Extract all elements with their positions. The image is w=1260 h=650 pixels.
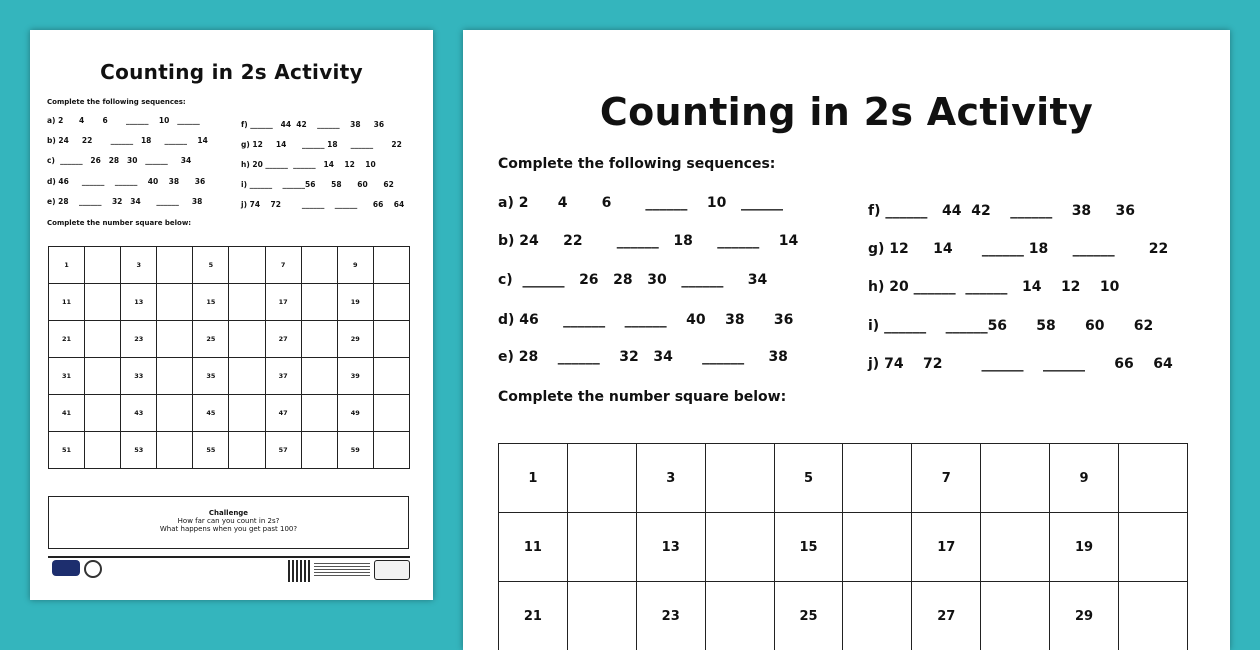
challenge-title: Challenge <box>49 509 408 517</box>
thumbnail-title: Counting in 2s Activity <box>30 60 433 84</box>
number-square-cell: 1 <box>499 444 568 513</box>
number-square-cell <box>301 247 337 284</box>
challenge-box <box>48 496 409 549</box>
number-square-cell <box>301 284 337 321</box>
number-square-cell: 43 <box>121 395 157 432</box>
thumbnail-seq-i: i) ______ ______56 58 60 62 <box>241 180 394 189</box>
number-square-cell: 11 <box>49 284 85 321</box>
number-square-cell: 31 <box>49 358 85 395</box>
number-square-row <box>499 444 1188 513</box>
number-square-cell: 23 <box>636 582 705 650</box>
thumbnail-seq-f: f) ______ 44 42 ______ 38 36 <box>241 120 384 129</box>
sequences-heading: Complete the following sequences: <box>498 156 775 172</box>
number-square-cell: 55 <box>193 432 229 469</box>
number-square-cell <box>157 358 193 395</box>
number-square-cell: 5 <box>774 444 843 513</box>
number-square-cell: 7 <box>912 444 981 513</box>
number-square-cell: 17 <box>912 513 981 582</box>
number-square-cell: 37 <box>265 358 301 395</box>
number-square-cell: 45 <box>193 395 229 432</box>
seq-a: a) 2 4 6 ______ 10 ______ <box>498 195 783 211</box>
number-square-cell: 9 <box>337 247 373 284</box>
number-square-cell: 51 <box>49 432 85 469</box>
number-square-cell: 33 <box>121 358 157 395</box>
number-square-cell <box>229 284 265 321</box>
number-square-cell <box>373 432 409 469</box>
number-square-cell <box>567 582 636 650</box>
qr-code-icon <box>288 560 310 582</box>
thumbnail-seq-b: b) 24 22 ______ 18 ______ 14 <box>47 136 208 145</box>
thumbnail-seq-d: d) 46 ______ ______ 40 38 36 <box>47 177 205 186</box>
thumbnail-grid-heading: Complete the number square below: <box>47 219 191 227</box>
thumbnail-number-square <box>48 246 410 469</box>
number-square <box>498 443 1188 650</box>
number-square-cell <box>981 582 1050 650</box>
number-square-cell: 27 <box>265 321 301 358</box>
seq-i: i) ______ ______56 58 60 62 <box>868 318 1153 334</box>
number-square-row <box>49 284 410 321</box>
thumbnail-sequences-heading: Complete the following sequences: <box>47 98 186 106</box>
number-square-cell: 3 <box>121 247 157 284</box>
seq-b: b) 24 22 ______ 18 ______ 14 <box>498 233 798 249</box>
number-square-cell <box>157 432 193 469</box>
number-square-cell: 3 <box>636 444 705 513</box>
number-square-cell: 47 <box>265 395 301 432</box>
number-square-cell <box>373 247 409 284</box>
number-square-cell <box>843 582 912 650</box>
number-square-cell <box>705 444 774 513</box>
number-square-cell <box>1119 582 1188 650</box>
seq-h: h) 20 ______ ______ 14 12 10 <box>868 279 1119 295</box>
number-square-cell <box>981 444 1050 513</box>
number-square-cell <box>373 284 409 321</box>
number-square-cell: 11 <box>499 513 568 582</box>
challenge-line-2: What happens when you get past 100? <box>49 525 408 533</box>
number-square-cell <box>85 321 121 358</box>
number-square-cell <box>301 395 337 432</box>
grid-heading: Complete the number square below: <box>498 389 786 405</box>
number-square-cell <box>85 395 121 432</box>
number-square-cell <box>373 321 409 358</box>
number-square-cell <box>85 358 121 395</box>
number-square-cell <box>157 395 193 432</box>
number-square-cell <box>301 358 337 395</box>
number-square-row <box>49 432 410 469</box>
number-square-cell: 35 <box>193 358 229 395</box>
number-square-cell <box>85 432 121 469</box>
number-square-cell: 1 <box>49 247 85 284</box>
worksheet-thumbnail <box>30 30 433 600</box>
seq-f: f) ______ 44 42 ______ 38 36 <box>868 203 1135 219</box>
seq-j: j) 74 72 ______ ______ 66 64 <box>868 356 1173 372</box>
number-square-cell: 49 <box>337 395 373 432</box>
number-square-cell <box>705 513 774 582</box>
footer-divider <box>48 556 410 558</box>
number-square-cell: 21 <box>499 582 568 650</box>
number-square-cell: 29 <box>1050 582 1119 650</box>
number-square-cell <box>567 444 636 513</box>
number-square-cell: 9 <box>1050 444 1119 513</box>
publisher-logo-icon <box>52 560 80 576</box>
number-square-cell: 25 <box>193 321 229 358</box>
number-square-cell: 27 <box>912 582 981 650</box>
number-square-cell: 19 <box>1050 513 1119 582</box>
seq-e: e) 28 ______ 32 34 ______ 38 <box>498 349 788 365</box>
number-square-row <box>49 247 410 284</box>
number-square-cell <box>229 247 265 284</box>
number-square-cell <box>1119 513 1188 582</box>
thumbnail-seq-e: e) 28 ______ 32 34 ______ 38 <box>47 197 202 206</box>
number-square-cell: 17 <box>265 284 301 321</box>
maths-logo-icon <box>374 560 410 580</box>
thumbnail-seq-h: h) 20 ______ ______ 14 12 10 <box>241 160 376 169</box>
number-square-cell <box>229 395 265 432</box>
number-square-row <box>49 321 410 358</box>
number-square-cell <box>301 432 337 469</box>
worksheet-zoomed <box>463 30 1230 650</box>
number-square-cell: 13 <box>636 513 705 582</box>
number-square-cell <box>157 284 193 321</box>
thumbnail-seq-c: c) ______ 26 28 30 ______ 34 <box>47 156 191 165</box>
number-square-cell <box>229 321 265 358</box>
number-square-row <box>49 395 410 432</box>
badge-logo-icon <box>84 560 102 578</box>
number-square-row <box>499 513 1188 582</box>
footer-fine-print <box>314 562 370 576</box>
number-square-cell: 41 <box>49 395 85 432</box>
number-square-cell <box>301 321 337 358</box>
number-square-cell: 29 <box>337 321 373 358</box>
seq-g: g) 12 14 ______ 18 ______ 22 <box>868 241 1168 257</box>
number-square-cell: 7 <box>265 247 301 284</box>
number-square-cell <box>1119 444 1188 513</box>
number-square-cell <box>229 432 265 469</box>
number-square-cell <box>981 513 1050 582</box>
number-square-cell <box>373 358 409 395</box>
number-square-cell: 23 <box>121 321 157 358</box>
number-square-cell: 15 <box>193 284 229 321</box>
number-square-row <box>49 358 410 395</box>
number-square-cell <box>843 513 912 582</box>
thumbnail-seq-g: g) 12 14 ______ 18 ______ 22 <box>241 140 402 149</box>
number-square-row <box>499 582 1188 650</box>
number-square-cell <box>705 582 774 650</box>
number-square-cell: 25 <box>774 582 843 650</box>
number-square-cell: 39 <box>337 358 373 395</box>
number-square-cell: 13 <box>121 284 157 321</box>
number-square-cell: 19 <box>337 284 373 321</box>
number-square-cell: 21 <box>49 321 85 358</box>
number-square-cell: 5 <box>193 247 229 284</box>
number-square-cell <box>567 513 636 582</box>
number-square-cell <box>229 358 265 395</box>
number-square-cell: 53 <box>121 432 157 469</box>
thumbnail-seq-j: j) 74 72 ______ ______ 66 64 <box>241 200 404 209</box>
seq-c: c) ______ 26 28 30 ______ 34 <box>498 272 767 288</box>
number-square-cell <box>373 395 409 432</box>
number-square-cell <box>843 444 912 513</box>
worksheet-title: Counting in 2s Activity <box>463 90 1230 134</box>
number-square-cell: 57 <box>265 432 301 469</box>
thumbnail-seq-a: a) 2 4 6 ______ 10 ______ <box>47 116 200 125</box>
challenge-line-1: How far can you count in 2s? <box>49 517 408 525</box>
number-square-cell: 15 <box>774 513 843 582</box>
number-square-cell <box>85 284 121 321</box>
number-square-cell <box>157 247 193 284</box>
seq-d: d) 46 ______ ______ 40 38 36 <box>498 312 793 328</box>
number-square-cell: 59 <box>337 432 373 469</box>
number-square-cell <box>157 321 193 358</box>
number-square-cell <box>85 247 121 284</box>
